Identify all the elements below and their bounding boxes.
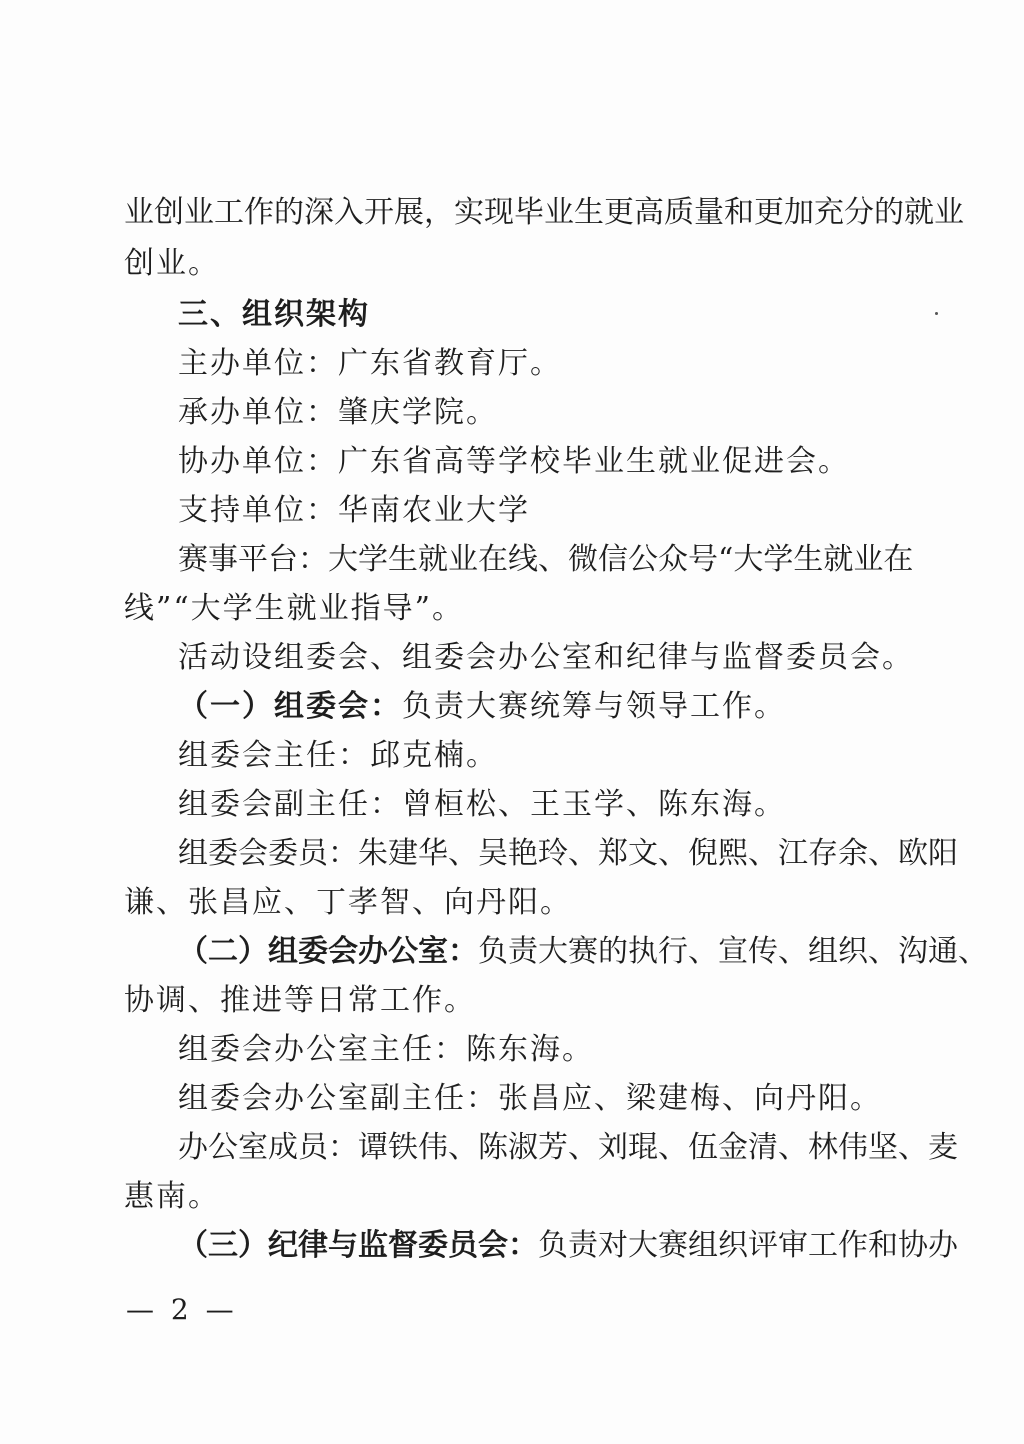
committees-intro: 活动设组委会、组委会办公室和纪律与监督委员会。 [178, 640, 914, 675]
committee3-title: （三）纪律与监督委员会： [178, 1228, 538, 1263]
platform-line: 赛事平台：大学生就业在线、微信公众号“大学生就业在 [178, 542, 914, 577]
committee2-director: 组委会办公室主任：陈东海。 [178, 1032, 594, 1067]
committee1-heading [178, 686, 786, 728]
page-number: — 2 — [126, 1293, 238, 1326]
committee2-desc: 负责大赛的执行、宣传、组织、沟通、 [478, 934, 988, 969]
committee1-deputies: 组委会副主任：曾桓松、王玉学、陈东海。 [178, 787, 786, 822]
scan-speck [935, 312, 938, 315]
host-unit: 主办单位：广东省教育厅。 [178, 346, 562, 381]
co-organizer-unit: 协办单位：广东省高等学校毕业生就业促进会。 [178, 444, 850, 479]
committee2-deputies: 组委会办公室副主任：张昌应、梁建梅、向丹阳。 [178, 1081, 882, 1116]
section-heading: 三、组织架构 [178, 297, 370, 332]
committee1-director: 组委会主任：邱克楠。 [178, 738, 498, 773]
supporter-unit: 支持单位：华南农业大学 [178, 493, 530, 528]
paragraph-line: 业创业工作的深入开展，实现毕业生更高质量和更加充分的就业 [124, 195, 964, 230]
committee1-members: 谦、张昌应、丁孝智、向丹阳。 [124, 885, 572, 920]
paragraph-line: 创业。 [124, 246, 220, 281]
committee2-members: 惠南。 [124, 1179, 220, 1214]
committee1-title: （一）组委会： [178, 689, 402, 724]
committee1-members: 组委会委员：朱建华、吴艳玲、郑文、倪熙、江存余、欧阳 [178, 836, 958, 871]
organizer-unit: 承办单位：肇庆学院。 [178, 395, 498, 430]
committee1-desc: 负责大赛统筹与领导工作。 [402, 689, 786, 724]
committee2-members: 办公室成员：谭铁伟、陈淑芳、刘琨、伍金清、林伟坚、麦 [178, 1130, 958, 1165]
committee3-desc: 负责对大赛组织评审工作和协办 [538, 1228, 958, 1263]
committee3-heading [178, 1225, 958, 1267]
platform-line: 线”“大学生就业指导”。 [124, 591, 465, 626]
committee2-desc-cont: 协调、推进等日常工作。 [124, 983, 476, 1018]
committee2-title: （二）组委会办公室： [178, 934, 478, 969]
committee2-heading [178, 931, 988, 973]
